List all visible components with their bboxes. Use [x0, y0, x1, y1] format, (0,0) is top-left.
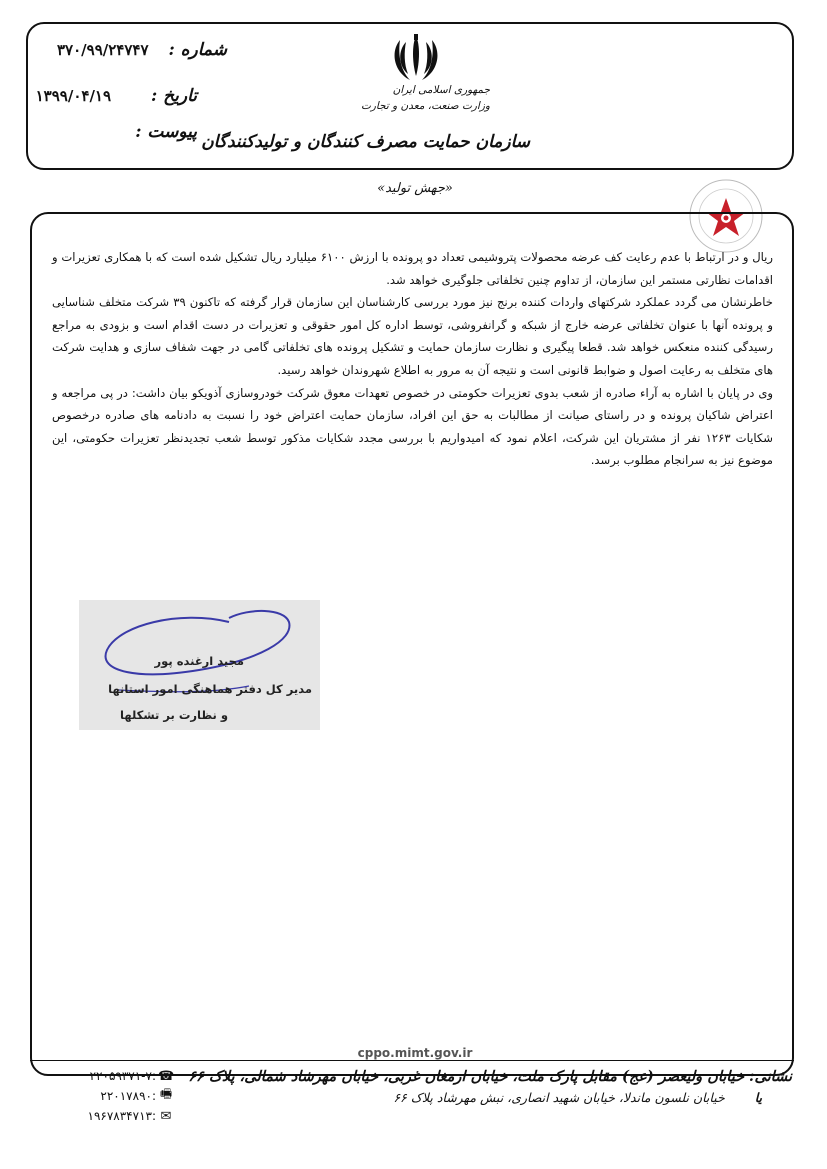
postal-row — [44, 1106, 174, 1126]
letter-number — [57, 40, 227, 60]
address-secondary: خیابان نلسون ماندلا، خیابان شهید انصاری، نبش مهرشاد پلاک ۶۶ — [393, 1090, 725, 1105]
letter-date — [36, 86, 197, 106]
republic-name: جمهوری اسلامی ایران — [392, 84, 490, 96]
phone-icon: ☎ — [158, 1068, 175, 1084]
website-url: cppo.mimt.gov.ir — [357, 1046, 473, 1060]
fax-number: ۲۲۰۱۷۸۹۰: — [100, 1089, 156, 1103]
signature-block — [79, 600, 320, 730]
organization-name: سازمان حمایت مصرف کنندگان و تولیدکنندگان — [201, 132, 530, 152]
body-paragraph-3: وی در پایان با اشاره به آراء صادره از شعب بدوی تعزیرات حکومتی در خصوص تعهدات معوق شرکت خودروسازی آذویکو بیان داشت: در پی مراجعه و اعتراض شاکیان پرونده و در راستای صیانت از مطالبات به حق این افراد، سازمان حمایت اعتراض خود را نسبت به دادنامه های صادره درخصوص شکایات ۱۲۶۳ نفر از مشتریان این شرکت، اعلام نمود که امیدواریم با بررسی مجدد شکایات مذکور توسط شعب تجدیدنظر تعزیرات حکومتی، این موضوع نیز به سرانجام مطلوب برسد. — [52, 385, 774, 468]
envelope-icon: ✉ — [160, 1108, 172, 1124]
crest-text — [360, 82, 490, 114]
address-block — [188, 1066, 792, 1108]
signatory-title-line-2: و نظارت بر تشکلها — [120, 708, 228, 722]
letter-date-value: ۱۳۹۹/۰۴/۱۹ — [35, 87, 112, 105]
body-paragraph-1: ریال و در ارتباط با عدم رعایت کف عرضه محصولات پتروشیمی تعداد دو پرونده با ارزش ۶۱۰۰ میلیارد ریال تشکیل شده است که با همکاری تعزیرات و اقدامات نظارتی مستمر این سازمان، از تداوم چنین تخلفاتی جلوگیری خواهد شد. — [52, 250, 773, 287]
fax-row — [44, 1086, 174, 1106]
address-alt-label: یا — [754, 1090, 762, 1105]
letter-number-label: شماره : — [168, 40, 227, 60]
letter-attachment-label: پیوست : — [135, 122, 197, 142]
slogan: «جهش تولید» — [377, 181, 453, 196]
address-line-2 — [320, 1088, 792, 1108]
signatory-title: مدیر کل دفتر هماهنگی امور استانها — [108, 682, 312, 696]
body-paragraph-2: خاطرنشان می گردد عملکرد شرکتهای واردات کننده برنج نیز مورد بررسی کارشناسان این سازمان قرار گرفته که تاکنون ۳۹ شرکت متخلف شناسایی و پرونده آنها با عنوان تخلفاتی عرضه خارج از شبکه و گرانفروشی، توسط اداره کل امور حقوقی و تعزیرات در دست اقدام است و بزودی به مراجع رسیدگی کننده منعکس خواهد شد. قطعا پیگیری و نظارت سازمان حمایت و تشکیل پرونده های تخلفاتی گامی در جهت شفاف سازی و هدایت شرکت های متخلف به رعایت اصول و ضوابط قانونی است و نتیجه آن به مرور به اطلاع شهروندان خواهد رسید. — [52, 295, 773, 377]
phone-row — [44, 1066, 174, 1086]
letter-date-label: تاریخ : — [150, 86, 197, 106]
postal-code: ۱۹۶۷۸۳۴۷۱۳: — [87, 1109, 156, 1123]
iran-emblem-icon — [392, 32, 440, 86]
signatory-name: مجید ارغنده پور — [154, 654, 244, 668]
address-line-1 — [188, 1066, 792, 1088]
letter-number-value: ۳۷۰/۹۹/۲۴۷۴۷ — [56, 41, 149, 59]
footer-divider — [30, 1060, 794, 1061]
ministry-name: وزارت صنعت، معدن و تجارت — [360, 100, 490, 112]
letter-attachment — [135, 122, 197, 142]
fax-icon: 🖷 — [159, 1087, 173, 1102]
phone-number: ۲۲۰۵۹۳۷۱-۷: — [89, 1069, 156, 1083]
letter-body — [52, 246, 773, 472]
address-primary: خیابان ولیعصر (عج) مقابل پارک ملت، خیابان ارمغان غربی، خیابان مهرشاد شمالی، پلاک ۶۶ — [188, 1068, 745, 1085]
contact-info — [44, 1066, 174, 1126]
address-label: نشانی: — [749, 1068, 792, 1085]
